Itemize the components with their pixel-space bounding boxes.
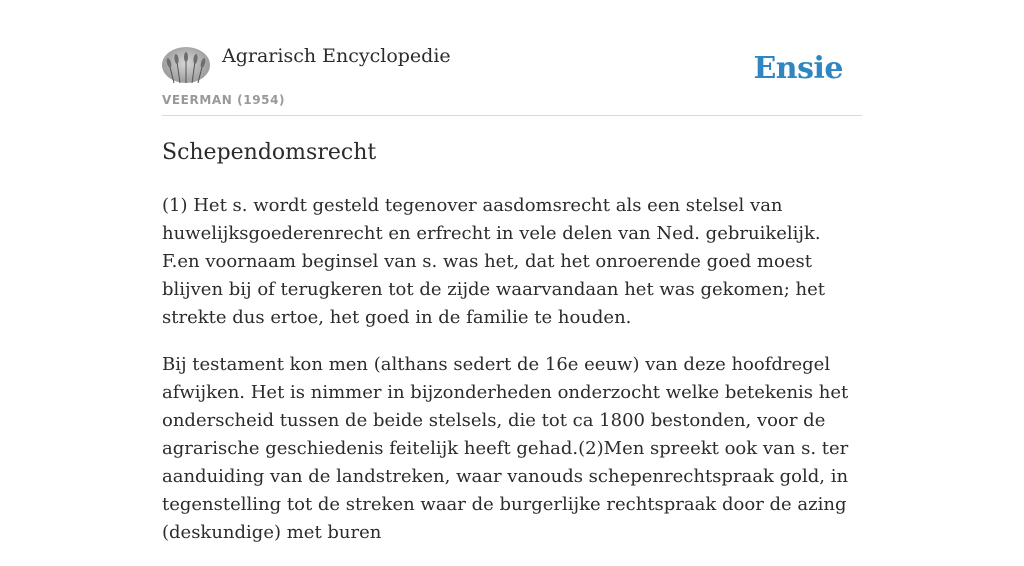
article-container	[162, 0, 862, 543]
source-label: VEERMAN (1954)	[162, 93, 286, 107]
wheat-ears-icon[interactable]	[162, 47, 210, 83]
brand-logo[interactable]: Ensie	[753, 51, 843, 86]
article-body	[162, 192, 862, 566]
paragraph-1: (1) Het s. wordt gesteld tegenover aasdomsrecht als een stelsel van huwelijksgoederenrecht en erfrecht in vele delen van Ned. gebruikelijk. F.en voornaam beginsel van s. was het, dat het onroerende goed moest blijven bij of terugkeren tot de zijde waarvandaan het was gekomen; het strekte dus ertoe, het goed in de familie te houden.	[162, 195, 825, 328]
article-title: Schependomsrecht	[162, 140, 377, 165]
header	[162, 0, 862, 116]
publication-title[interactable]: Agrarisch Encyclopedie	[222, 45, 451, 67]
paragraph-2: Bij testament kon men (althans sedert de 16e eeuw) van deze hoofdregel afwijken. Het is nimmer in bijzonderheden onderzocht welke betekenis het onderscheid tussen de beide stelsels, die tot ca 1800 bestonden, voor de agrarische geschiedenis feitelijk heeft gehad.(2)Men spreekt ook van s. ter aanduiding van de landstreken, waar vanouds schepenrechtspraak gold, in tegenstelling tot de streken waar de burgerlijke rechtspraak door de azing (deskundige) met buren	[162, 354, 849, 543]
